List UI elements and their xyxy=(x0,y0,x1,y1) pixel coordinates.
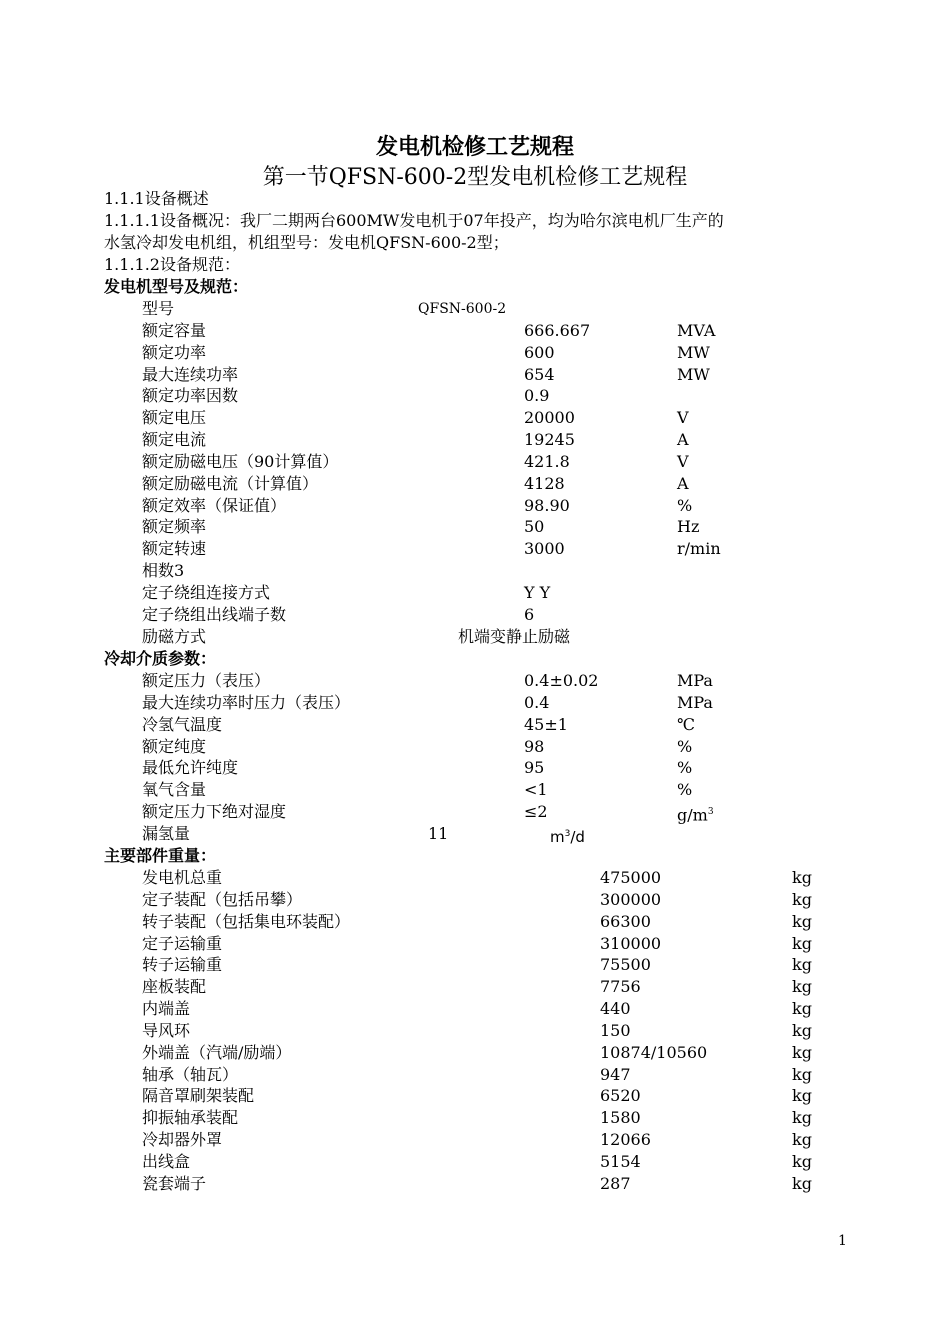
spec-unit: kg xyxy=(792,1086,812,1106)
spec-row xyxy=(0,736,950,758)
spec-row xyxy=(0,451,950,473)
spec-unit: MPa xyxy=(677,692,713,712)
spec-value: 12066 xyxy=(600,1130,651,1150)
spec-unit: kg xyxy=(792,1108,812,1128)
spec-unit: kg xyxy=(792,1151,812,1171)
spec-value: 4128 xyxy=(524,473,565,493)
spec-row xyxy=(0,320,950,342)
spec-unit: kg xyxy=(792,1042,812,1062)
spec-row xyxy=(0,582,950,604)
spec-name: 座板装配 xyxy=(142,977,207,997)
spec-name: 相数3 xyxy=(142,561,185,581)
spec-name: 额定容量 xyxy=(142,320,207,340)
spec-row-hydrogen-leak xyxy=(0,823,950,845)
spec-value: 50 xyxy=(524,517,545,537)
spec-row xyxy=(0,342,950,364)
spec-row xyxy=(0,670,950,692)
component-weights-heading: 主要部件重量： xyxy=(104,846,217,865)
spec-row xyxy=(0,407,950,429)
spec-unit: V xyxy=(677,408,689,428)
spec-row-model xyxy=(0,298,950,320)
spec-unit: kg xyxy=(792,1064,812,1084)
spec-row xyxy=(0,1020,950,1042)
spec-unit: A xyxy=(677,473,689,493)
spec-unit: kg xyxy=(792,999,812,1019)
spec-unit: V xyxy=(677,451,689,471)
spec-value: 98.90 xyxy=(524,495,570,515)
spec-value: 654 xyxy=(524,364,555,384)
spec-row xyxy=(0,867,950,889)
spec-row xyxy=(0,779,950,801)
spec-value: ≤2 xyxy=(524,802,548,822)
spec-name: 漏氢量 xyxy=(142,823,191,843)
spec-row xyxy=(0,714,950,736)
spec-row xyxy=(0,954,950,976)
spec-name: 出线盒 xyxy=(142,1151,191,1171)
spec-name: 隔音罩刷架装配 xyxy=(142,1086,255,1106)
spec-name: 励磁方式 xyxy=(142,626,207,646)
spec-name: 冷氢气温度 xyxy=(142,714,223,734)
spec-name: 额定电流 xyxy=(142,430,207,450)
spec-name: 额定功率 xyxy=(142,342,207,362)
spec-value: 6 xyxy=(524,604,535,624)
heading-1-1-1-2: 1.1.1.2设备规范： xyxy=(104,255,240,274)
section-title: 第一节QFSN-600-2型发电机检修工艺规程 xyxy=(262,165,688,190)
spec-unit: MPa xyxy=(677,671,713,690)
spec-row xyxy=(0,538,950,560)
spec-unit: kg xyxy=(792,911,812,931)
spec-row xyxy=(0,933,950,955)
spec-name: 额定励磁电压（90计算值） xyxy=(142,451,339,471)
spec-value: 600 xyxy=(524,342,555,362)
generator-spec-heading: 发电机型号及规范： xyxy=(104,277,249,296)
spec-name: 转子装配（包括集电环装配） xyxy=(142,911,351,931)
spec-unit: % xyxy=(677,495,693,515)
spec-name: 最低允许纯度 xyxy=(142,758,239,778)
spec-name: 抑振轴承装配 xyxy=(142,1108,239,1128)
spec-row xyxy=(0,692,950,714)
spec-unit: $g/m^3$ xyxy=(677,805,714,825)
spec-value: 0.4±0.02 xyxy=(524,671,599,690)
spec-name: 定子装配（包括吊攀） xyxy=(142,889,303,909)
spec-value: 10874/10560 xyxy=(600,1042,708,1062)
spec-row xyxy=(0,1042,950,1064)
spec-name: 瓷套端子 xyxy=(142,1173,207,1193)
spec-name: 定子绕组连接方式 xyxy=(142,582,271,602)
spec-row xyxy=(0,516,950,538)
spec-value: 66300 xyxy=(600,911,651,931)
spec-name: 额定纯度 xyxy=(142,736,207,756)
spec-unit: kg xyxy=(792,868,812,887)
spec-name: 额定频率 xyxy=(142,517,207,537)
spec-name: 转子运输重 xyxy=(142,955,223,975)
spec-unit: kg xyxy=(792,889,812,909)
spec-value: QFSN-600-2 xyxy=(418,301,507,317)
spec-row xyxy=(0,801,950,823)
spec-unit: ℃ xyxy=(677,714,695,734)
spec-value: 475000 xyxy=(600,868,662,887)
spec-row xyxy=(0,1173,950,1195)
spec-unit: kg xyxy=(792,933,812,953)
spec-unit: $m^3/d$ xyxy=(550,827,585,846)
spec-name: 额定效率（保证值） xyxy=(142,495,287,515)
cooling-params-heading: 冷却介质参数： xyxy=(104,649,217,668)
spec-row xyxy=(0,495,950,517)
spec-row xyxy=(0,976,950,998)
spec-value: 300000 xyxy=(600,889,662,909)
spec-value: 机端变静止励磁 xyxy=(458,626,571,646)
spec-value: Y Y xyxy=(524,582,551,602)
spec-value: 95 xyxy=(524,758,545,778)
spec-value: 440 xyxy=(600,999,631,1019)
spec-value: 45±1 xyxy=(524,714,568,734)
spec-value: 150 xyxy=(600,1020,631,1040)
spec-unit: A xyxy=(677,430,689,450)
spec-name: 额定压力（表压） xyxy=(142,671,271,690)
spec-name: 内端盖 xyxy=(142,999,191,1019)
spec-name: 定子运输重 xyxy=(142,933,223,953)
spec-value: 5154 xyxy=(600,1151,641,1171)
spec-row xyxy=(0,604,950,626)
spec-row xyxy=(0,1107,950,1129)
component-weights-list xyxy=(0,867,950,1195)
spec-name: 型号 xyxy=(142,299,175,318)
spec-value: 7756 xyxy=(600,977,641,997)
spec-unit: kg xyxy=(792,1173,812,1193)
spec-name: 最大连续功率 xyxy=(142,364,239,384)
spec-value: 421.8 xyxy=(524,451,570,471)
spec-unit: MVA xyxy=(677,320,716,340)
overview-line-2: 水氢冷却发电机组，机组型号：发电机QFSN-600-2型； xyxy=(104,233,509,252)
spec-name: 额定压力下绝对湿度 xyxy=(142,802,287,822)
spec-value: 19245 xyxy=(524,430,575,450)
heading-1-1-1: 1.1.1设备概述 xyxy=(104,189,209,208)
spec-unit: kg xyxy=(792,955,812,975)
spec-value: 0.4 xyxy=(524,692,550,712)
spec-name: 冷却器外罩 xyxy=(142,1130,223,1150)
spec-name: 额定励磁电流（计算值） xyxy=(142,473,319,493)
spec-row xyxy=(0,911,950,933)
document-title: 发电机检修工艺规程 xyxy=(375,134,574,160)
spec-unit: % xyxy=(677,758,693,778)
spec-name: 外端盖（汽端/励端） xyxy=(142,1042,292,1062)
spec-value: 98 xyxy=(524,736,545,756)
spec-value: 20000 xyxy=(524,408,575,428)
spec-value: 11 xyxy=(428,823,449,843)
spec-row-phases xyxy=(0,560,950,582)
cooling-params-list xyxy=(0,670,950,845)
spec-row-excitation xyxy=(0,626,950,648)
spec-row xyxy=(0,364,950,386)
spec-row xyxy=(0,757,950,779)
spec-row xyxy=(0,1064,950,1086)
spec-name: 定子绕组出线端子数 xyxy=(142,604,287,624)
spec-value: 1580 xyxy=(600,1108,641,1128)
spec-value: <1 xyxy=(524,780,548,800)
spec-value: 947 xyxy=(600,1064,631,1084)
spec-name: 额定电压 xyxy=(142,408,207,428)
spec-row xyxy=(0,429,950,451)
generator-spec-list xyxy=(0,298,950,648)
spec-value: 666.667 xyxy=(524,320,591,340)
spec-name: 发电机总重 xyxy=(142,868,223,887)
spec-unit: MW xyxy=(677,342,710,362)
spec-row xyxy=(0,1151,950,1173)
spec-name: 额定功率因数 xyxy=(142,386,239,406)
spec-name: 导风环 xyxy=(142,1020,191,1040)
spec-name: 最大连续功率时压力（表压） xyxy=(142,692,351,712)
spec-row xyxy=(0,473,950,495)
spec-unit: % xyxy=(677,736,693,756)
spec-row xyxy=(0,1129,950,1151)
spec-row xyxy=(0,1085,950,1107)
spec-unit: kg xyxy=(792,1020,812,1040)
spec-row xyxy=(0,889,950,911)
spec-unit: r/min xyxy=(677,539,721,559)
page-number: 1 xyxy=(838,1233,847,1249)
spec-value: 3000 xyxy=(524,539,565,559)
spec-unit: MW xyxy=(677,364,710,384)
overview-line-1: 1.1.1.1设备概况：我厂二期两台600MW发电机于07年投产，均为哈尔滨电机厂生产的 xyxy=(104,211,724,230)
spec-unit: Hz xyxy=(677,517,700,537)
spec-value: 6520 xyxy=(600,1086,641,1106)
spec-value: 287 xyxy=(600,1173,631,1193)
spec-row xyxy=(0,385,950,407)
spec-name: 额定转速 xyxy=(142,539,207,559)
spec-row xyxy=(0,998,950,1020)
spec-name: 氧气含量 xyxy=(142,780,207,800)
spec-unit: kg xyxy=(792,977,812,997)
spec-unit: % xyxy=(677,780,693,800)
spec-name: 轴承（轴瓦） xyxy=(142,1064,239,1084)
spec-value: 75500 xyxy=(600,955,651,975)
spec-unit: kg xyxy=(792,1130,812,1150)
spec-value: 0.9 xyxy=(524,386,550,406)
spec-value: 310000 xyxy=(600,933,662,953)
